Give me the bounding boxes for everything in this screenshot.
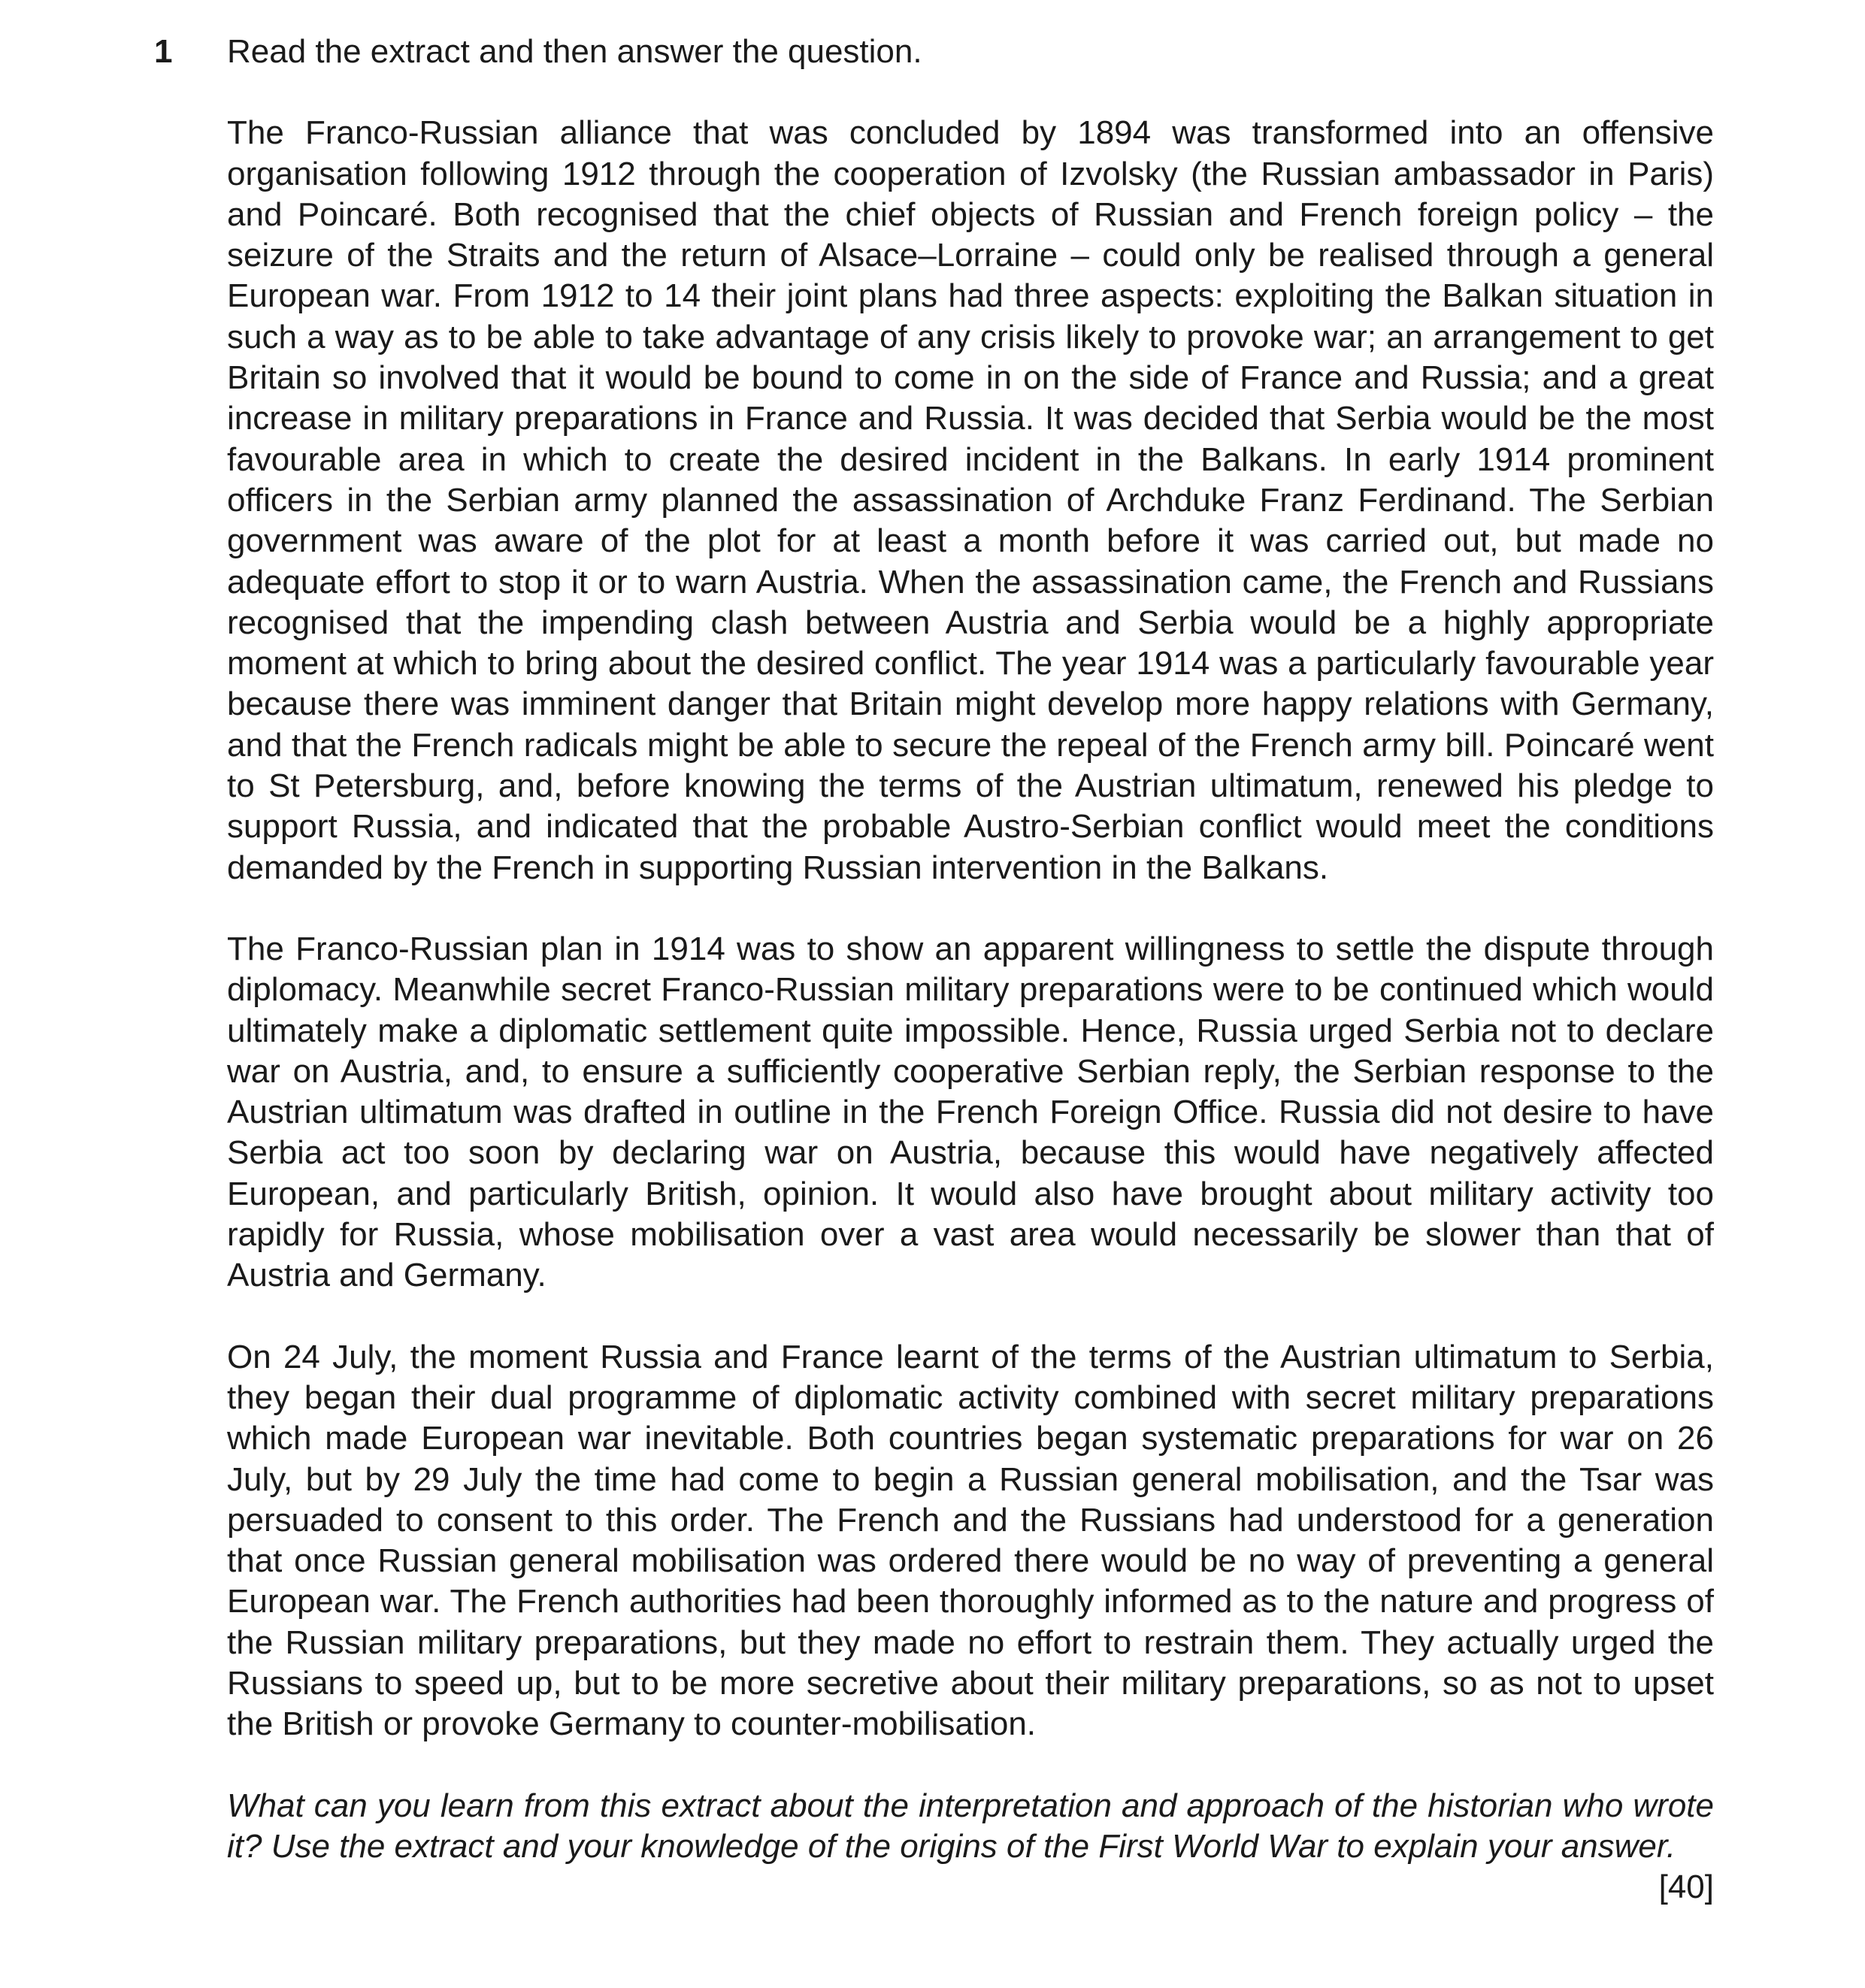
extract-paragraph-1: The Franco-Russian alliance that was concluded by 1894 was transformed into an offensive organisation following 1912 through the cooperation of Izvolsky (the Russian ambassador in Paris) and Poincaré. Both recognised that the chief objects of Russian and French foreign policy – the seizure of the Straits and the return of Alsace–Lorraine – could only be realised through a general European war. From 1912 to 14 their joint plans had three aspects: exploiting the Balkan situation in such a way as to be able to take advantage of any crisis likely to provoke war; an arrangement to get Britain so involved that it would be bound to come in on the side of France and Russia; and a great increase in military preparations in France and Russia. It was decided that Serbia would be the most favourable area in which to create the desired incident in the Balkans. In early 1914 prominent officers in the Serbian army planned the assassination of Archduke Franz Ferdinand. The Serbian government was aware of the plot for at least a month before it was carried out, but made no adequate effort to stop it or to warn Austria. When the assassination came, the French and Russians recognised that the impending clash between Austria and Serbia would be a highly appropriate moment at which to bring about the desired conflict. The year 1914 was a particularly favourable year because there was imminent danger that Britain might develop more happy relations with Germany, and that the French radicals might be able to secure the repeal of the French army bill. Poincaré went to St Petersburg, and, before knowing the terms of the Austrian ultimatum, renewed his pledge to support Russia, and indicated that the probable Austro-Serbian conflict would meet the conditions demanded by the French in supporting Russian intervention in the Balkans. [227,114,1714,886]
question-prompt-block [227,1786,1714,1908]
question-prompt-text: What can you learn from this extract about the interpretation and approach of the historian who wrote it? Use the extract and your knowledge of the origins of the First World War to explain your answer. [227,1787,1714,1865]
instruction-text: Read the extract and then answer the question. [227,33,922,70]
question-number: 1 [154,33,173,70]
marks-label: [40] [1658,1868,1714,1906]
extract-paragraph-2: The Franco-Russian plan in 1914 was to show an apparent willingness to settle the dispute through diplomacy. Meanwhile secret Franco-Russian military preparations were to be continued which would ultimately make a diplomatic settlement quite impossible. Hence, Russia urged Serbia not to declare war on Austria, and, to ensure a sufficiently cooperative Serbian reply, the Serbian response to the Austrian ultimatum was drafted in outline in the French Foreign Office. Russia did not desire to have Serbia act too soon by declaring war on Austria, because this would have negatively affected European, and particularly British, opinion. It would also have brought about military activity too rapidly for Russia, whose mobilisation over a vast area would necessarily be slower than that of Austria and Germany. [227,930,1714,1294]
question-body [227,32,1714,1908]
extract-paragraph-3: On 24 July, the moment Russia and France learnt of the terms of the Austrian ultimatum to Serbia, they began their dual programme of diplomatic activity combined with secret military preparations which made European war inevitable. Both countries began systematic preparations for war on 26 July, but by 29 July the time had come to begin a Russian general mobilisation, and the Tsar was persuaded to consent to this order. The French and the Russians had understood for a generation that once Russian general mobilisation was ordered there would be no way of preventing a general European war. The French authorities had been thoroughly informed as to the nature and progress of the Russian military preparations, but they made no effort to restrain them. They actually urged the Russians to speed up, but to be more secretive about their military preparations, so as not to upset the British or provoke Germany to counter-mobilisation. [227,1338,1714,1743]
question-prompt [227,1786,1714,1906]
